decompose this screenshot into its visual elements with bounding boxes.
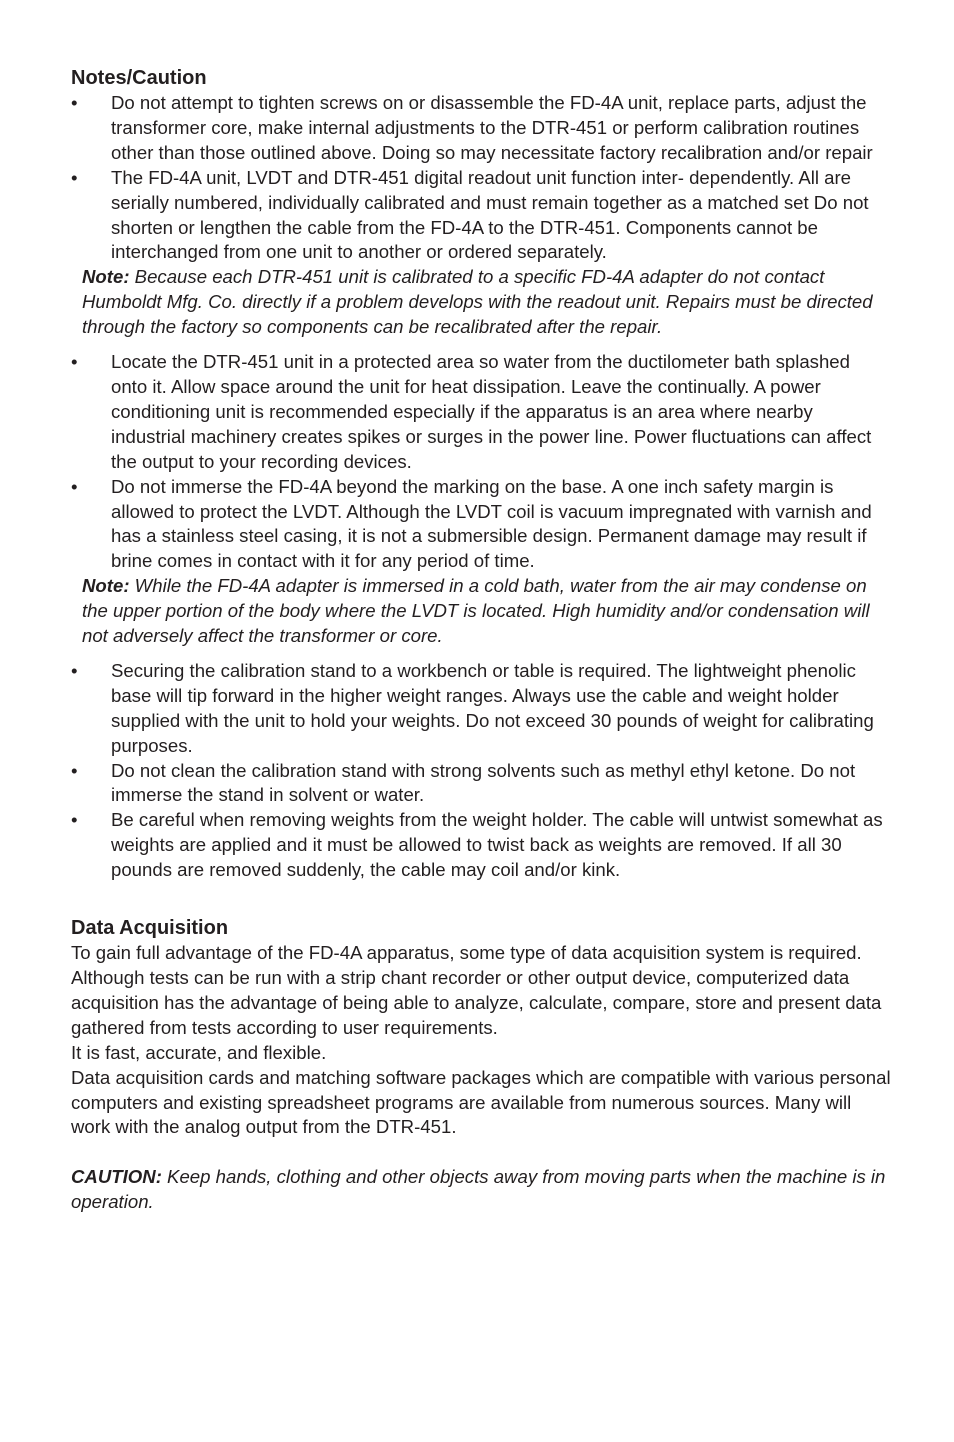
note-text: While the FD-4A adapter is immersed in a cold bath, water from the air may condense on the upper portion of the body where the LVDT is located. High humidity and/or condensation will not adversely affect the transformer or core. [82, 575, 870, 647]
bullet-text: The FD-4A unit, LVDT and DTR-451 digital readout unit function inter- dependently. All are serially numbered, individually calibrated and must remain together as a matched set Do not shorten or lengthen the cable from the FD-4A to the DTR-451. Components cannot be interchanged from one unit to another or ordered separately. [111, 166, 869, 263]
note-text: Because each DTR-451 unit is calibrated to a specific FD-4A adapter do not contact Humboldt Mfg. Co. directly if a problem develops with the readout unit. Repairs must be directed through the factory so components can be recalibrated after the repair. [82, 266, 873, 338]
bullet-marker: • [71, 759, 78, 781]
notes-bullet-list-2 [71, 350, 891, 574]
bullet-marker: • [71, 92, 78, 113]
caution-notice [71, 1165, 891, 1215]
bullet-marker: • [71, 166, 78, 188]
list-item [71, 808, 891, 883]
bullet-text: Do not immerse the FD-4A beyond the marking on the base. A one inch safety margin is allowed to protect the LVDT. Although the LVDT coil is vacuum impregnated with varnish and has a stainless steel casing, it is not a submersible design. Permanent damage may result if brine comes in contact with it for any period of time. [111, 475, 872, 572]
document-page [71, 66, 891, 1215]
note-label: Note: [82, 266, 130, 288]
list-item [71, 659, 891, 759]
data-acquisition-paragraph [71, 941, 891, 1066]
bullet-marker: • [71, 809, 78, 831]
note-label: Note: [82, 575, 130, 597]
list-item [71, 759, 891, 809]
list-item [71, 166, 891, 266]
paragraph-text: To gain full advantage of the FD-4A apparatus, some type of data acquisition system is required. Although tests can be run with a strip chant recorder or other output device, computerized data acquisition has the advantage of being able to analyze, calculate, compare, store and present data gathered from tests according to user requirements. [71, 942, 882, 1038]
paragraph-tail: It is fast, accurate, and flexible. [71, 1041, 327, 1063]
notes-caution-heading: Notes/Caution [71, 67, 207, 89]
notes-bullet-list-3 [71, 659, 891, 883]
bullet-text: Be careful when removing weights from the weight holder. The cable will untwist somewhat as weights are applied and it must be allowed to twist back as weights are removed. If all 30 pounds are removed suddenly, the cable may coil and/or kink. [111, 809, 883, 881]
bullet-text: Do not clean the calibration stand with strong solvents such as methyl ethyl ketone. Do not immerse the stand in solvent or water. [111, 759, 856, 806]
list-item [71, 475, 891, 575]
list-item [71, 91, 891, 166]
bullet-marker: • [71, 351, 78, 373]
note-condensation [82, 574, 891, 649]
caution-label: CAUTION: [71, 1166, 162, 1188]
bullet-text: Locate the DTR-451 unit in a protected area so water from the ductilometer bath splashed onto it. Allow space around the unit for heat dissipation. Leave the continually. A power conditioning unit is recommended especially if the apparatus is an area where nearby industrial machinery creates spikes or surges in the power line. Power fluctuations can affect the output to your recording devices. [111, 351, 872, 472]
list-item [71, 350, 891, 475]
bullet-marker: • [71, 475, 78, 497]
bullet-text: Securing the calibration stand to a workbench or table is required. The lightweight phenolic base will tip forward in the higher weight ranges. Always use the cable and weight holder supplied with the unit to hold your weights. Do not exceed 30 pounds of weight for calibrating purposes. [111, 659, 874, 756]
data-cards-paragraph: Data acquisition cards and matching software packages which are compatible with various personal computers and existing spreadsheet programs are available from numerous sources. Many will work with the analog output from the DTR-451. [71, 1066, 891, 1138]
notes-bullet-list-1 [71, 91, 891, 265]
bullet-text: Do not attempt to tighten screws on or disassemble the FD-4A unit, replace parts, adjust the transformer core, make internal adjustments to the DTR-451 or perform calibration routines other than those outlined above. Doing so may necessitate factory recalibration and/or repair [111, 92, 873, 163]
note-repairs [82, 265, 891, 340]
caution-text: Keep hands, clothing and other objects away from moving parts when the machine is in operation. [71, 1166, 886, 1213]
bullet-marker: • [71, 659, 78, 681]
data-acquisition-heading: Data Acquisition [71, 917, 229, 940]
